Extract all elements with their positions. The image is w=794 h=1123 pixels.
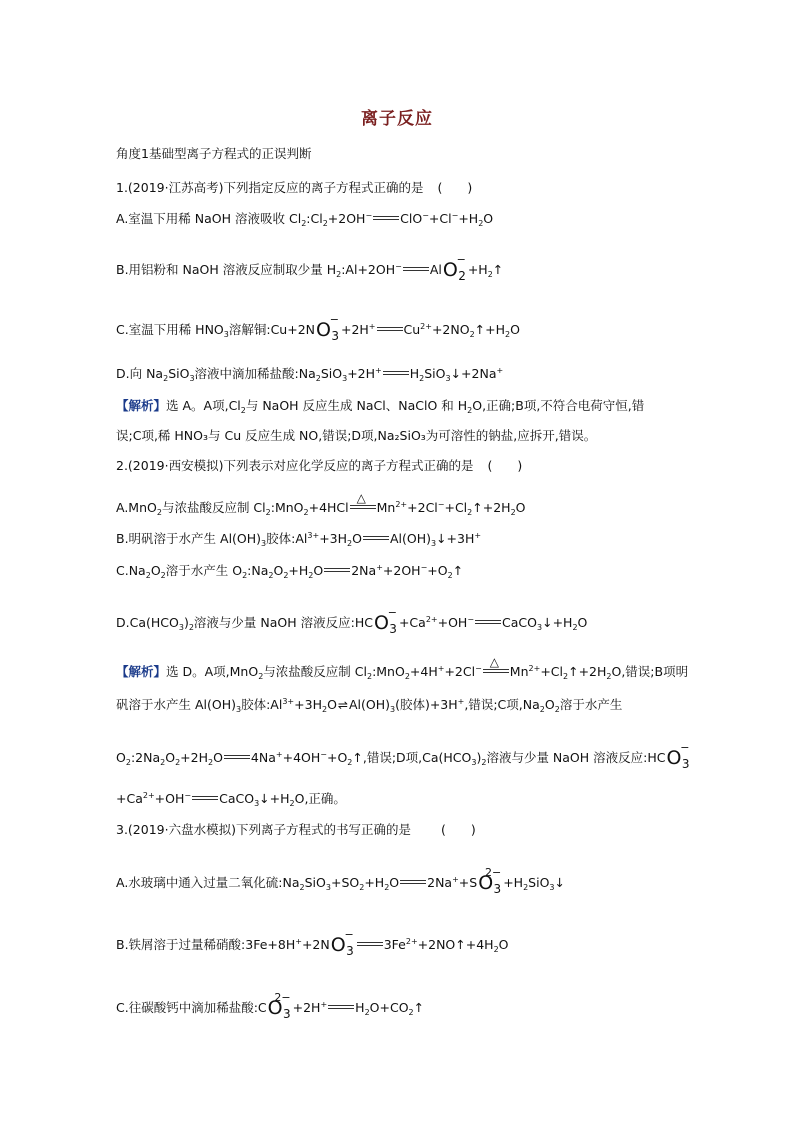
q1-option-b: B.用铝粉和 NaOH 溶液反应制取少量 $H_2:Al+2OH^-$ AlO 2 − $+H_2↑$: [116, 253, 504, 283]
page-title: 离子反应: [361, 109, 433, 129]
q2-analysis-line-1: 【解析】选 D。A项,MnO$_2$与浓盐酸反应制 $Cl_2:MnO_2+4H^++2Cl^-$ △ $Mn^{2+}+Cl_2↑+2H_2O$,错误;B项明: [116, 655, 689, 681]
q2-analysis-line-2: 矾溶于水产生 $Al(OH)_3$胶体$:Al^{3+}+3H_2O\rightleftharpoons Al(OH)_3$(胶体)+3H+,错误;C项$,Na_2O_2$溶于水产生: [116, 697, 623, 714]
answer-blank: ( ): [437, 180, 473, 195]
q2-option-a: A.MnO$_2$与浓盐酸反应制 $Cl_2:MnO_2+4HCl$ △ $Mn^{2+}+2Cl^-+Cl_2↑+2H_2O$: [116, 491, 526, 517]
heat-equals-sign: △: [483, 669, 509, 673]
q3-option-a: A.水玻璃中通入过量二氧化硫$:Na_2SiO_3+SO_2+H_2O$ 2Na++SO 3 2− $+H_2SiO_3↓$: [116, 866, 565, 896]
equals-sign: [403, 267, 429, 271]
q3-option-c: C.往碳酸钙中滴加稀盐酸:CO 3 2− +2H+ $H_2O+CO_2↑$: [116, 991, 425, 1021]
section-heading: 角度1基础型离子方程式的正误判断: [116, 146, 312, 161]
equals-sign: [357, 942, 383, 946]
q2-option-c: $C.Na_2O_2$溶于水产生 $O_2:Na_2O_2+H_2O$ $2Na^++2OH^-+O_2↑$: [116, 563, 464, 580]
q1-option-c: C.室温下用稀 $HNO_3$溶解铜:Cu+2NO 3 − +2H+ $Cu^{2+}+2NO_2↑+H_2O$: [116, 313, 520, 343]
equals-sign: [224, 755, 250, 759]
equals-sign: [383, 371, 409, 375]
q1-option-a: A.室温下用稀 NaOH 溶液吸收 $Cl_2:Cl_2+2OH^-$ $ClO^-+Cl^-+H_2O$: [116, 211, 494, 228]
q2-option-b: B.明矾溶于水产生 $Al(OH)_3$胶体$:Al^{3+}+3H_2O$ $Al(OH)_3↓+3H^+$: [116, 531, 482, 548]
equals-sign: [324, 568, 350, 572]
heat-equals-sign: △: [350, 505, 376, 509]
option-a-text: A.室温下用稀 NaOH 溶液吸收 Cl: [116, 211, 302, 226]
q3-option-b: B.铁屑溶于过量稀硝酸:3Fe+8H++2NO 3 − $3Fe^{2+}+2NO↑+4H_2O$: [116, 928, 509, 958]
option-b-text: B.用铝粉和 NaOH 溶液反应制取少量 H: [116, 262, 337, 277]
q2-analysis-line-4: $+Ca^{2+}+OH^-$ $CaCO_3↓+H_2O$,正确。: [116, 791, 346, 808]
equals-sign: [192, 796, 218, 800]
equals-sign: [373, 216, 399, 220]
analysis-tag: 【解析】: [116, 398, 167, 413]
equals-sign: [400, 880, 426, 884]
q1-analysis-line-2: 误;C项,稀 HNO₃与 Cu 反应生成 NO,错误;D项,Na₂SiO₃为可溶性的钠盐,应拆开,错误。: [116, 428, 597, 443]
question-3-text: 3.(2019·六盘水模拟)下列离子方程式的书写正确的是: [116, 822, 411, 837]
equals-sign: [363, 536, 389, 540]
q2-option-d: $D.Ca(HCO_3)_2$溶液与少量 NaOH 溶液反应:HCO 3 − $+Ca^{2+}+OH^-$ $CaCO_3↓+H_2O$: [116, 606, 588, 636]
equals-sign: [328, 1005, 354, 1009]
option-d-text: D.向 Na: [116, 366, 164, 381]
question-1-text: 1.(2019·江苏高考)下列指定反应的离子方程式正确的是: [116, 180, 424, 195]
option-c-text: C.室温下用稀 HNO: [116, 322, 224, 337]
equals-sign: [377, 327, 403, 331]
answer-blank: ( ): [487, 458, 523, 473]
analysis-tag: 【解析】: [116, 664, 167, 679]
question-2-stem: [116, 458, 696, 474]
q1-analysis-line-1: 【解析】选 A。A项$,Cl_2$与 NaOH 反应生成 NaCl、NaClO 和 $H_2O$,正确;B项,不符合电荷守恒,错: [116, 398, 645, 415]
q2-analysis-line-3: $O_2:2Na_2O_2+2H_2O$ $4Na^++4OH^-+O_2↑$,错误;D项$,Ca(HCO_3)_2$溶液与少量 NaOH 溶液反应:HCO 3 −: [116, 741, 690, 771]
question-1-stem: [116, 180, 696, 196]
q1-option-d: D.向 $Na_2SiO_3$溶液中滴加稀盐酸$:Na_2SiO_3+2H^+$ $H_2SiO_3↓+2Na^+$: [116, 366, 504, 383]
reversible-arrow: ⇌: [337, 698, 348, 712]
equals-sign: [475, 620, 501, 624]
answer-blank: ( ): [440, 822, 476, 837]
question-3-stem: [116, 822, 696, 838]
question-2-text: 2.(2019·西安模拟)下列表示对应化学反应的离子方程式正确的是: [116, 458, 474, 473]
